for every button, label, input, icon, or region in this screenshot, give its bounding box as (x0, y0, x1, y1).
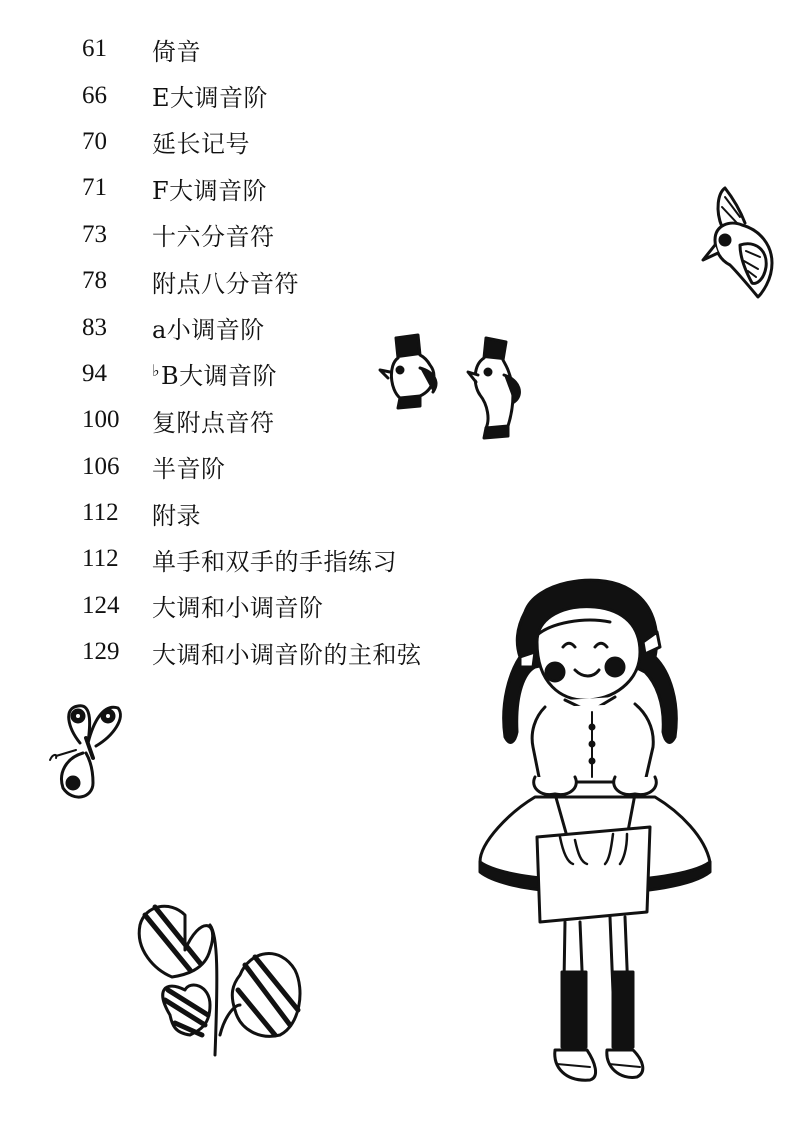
toc-row[interactable] (82, 258, 482, 304)
toc-row[interactable] (82, 165, 482, 211)
toc-page-number: 83 (82, 313, 107, 341)
toc-row[interactable] (82, 26, 482, 72)
toc-page-number: 66 (82, 81, 107, 109)
toc-row[interactable] (82, 212, 482, 258)
toc-title: 附点八分音符 (152, 269, 299, 298)
toc-title: 单手和双手的手指练习 (152, 547, 397, 576)
toc-page-number: 112 (82, 499, 119, 527)
toc-row[interactable] (82, 444, 482, 490)
toc-page-number: 124 (82, 591, 120, 619)
flat-sign: ♭ (152, 361, 161, 381)
toc-title: 十六分音符 (152, 223, 275, 252)
toc-page-number: 100 (82, 406, 120, 434)
toc-row[interactable] (82, 629, 482, 675)
toc-row[interactable] (82, 119, 482, 165)
bird-icon (700, 185, 780, 304)
toc-title: 复附点音符 (152, 408, 275, 437)
toc-row[interactable] (82, 490, 482, 536)
toc-page-number: 129 (82, 638, 120, 666)
toc-page-number: 106 (82, 452, 120, 480)
toc-page-number: 94 (82, 359, 107, 387)
toc-title: F大调音阶 (152, 176, 268, 205)
birds-icon (378, 330, 538, 449)
toc-page-number: 112 (82, 545, 119, 573)
leaf-plant-icon (130, 895, 310, 1079)
toc-title (152, 356, 277, 391)
girl-with-book-icon (475, 572, 715, 1106)
toc-row[interactable] (82, 583, 482, 629)
toc-title: a小调音阶 (152, 316, 265, 345)
toc-row[interactable] (82, 536, 482, 582)
toc-title: 附录 (152, 501, 201, 530)
toc-title: 大调和小调音阶的主和弦 (152, 640, 422, 669)
butterfly-icon (48, 698, 128, 812)
toc-page-number: 71 (82, 174, 107, 202)
toc-title: 大调和小调音阶 (152, 594, 324, 623)
toc-page-number: 78 (82, 267, 107, 295)
toc-page-number: 70 (82, 127, 107, 155)
toc-page-number: 61 (82, 35, 107, 63)
toc-page-number: 73 (82, 220, 107, 248)
toc-row[interactable] (82, 72, 482, 118)
toc-title: 半音阶 (152, 455, 226, 484)
toc-title: E大调音阶 (152, 84, 269, 113)
toc-title: 倚音 (152, 37, 201, 66)
toc-title: 延长记号 (152, 130, 250, 159)
toc-title-text: B大调音阶 (161, 362, 278, 391)
